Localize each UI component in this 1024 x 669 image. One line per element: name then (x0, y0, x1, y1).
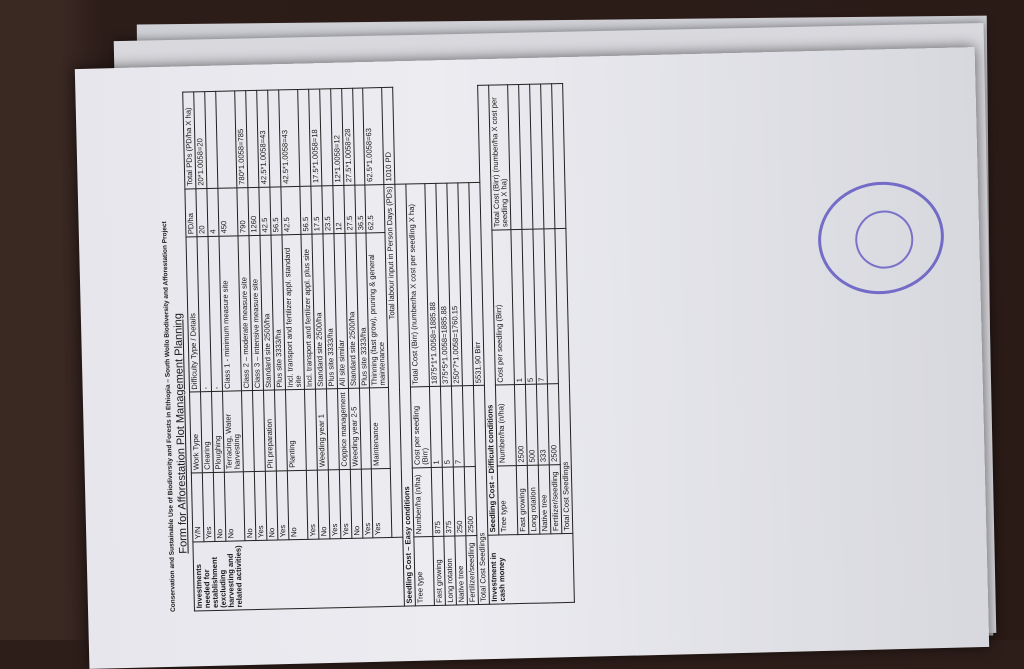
seedling-cell-n: 250 (453, 466, 466, 535)
cell-pd: 36.5 (354, 184, 366, 232)
section-col-header: Total Cost (Birr) (number/ha X cost per seedling X ha) (406, 183, 430, 387)
cell-yn: Yes (339, 469, 352, 538)
cell-work: Coppice management (337, 389, 350, 470)
seedling-cell-t: Native tree (538, 465, 551, 534)
cell-yn: Yes (306, 470, 319, 539)
section-col-header: Cost per seedling (Birr) (492, 229, 514, 385)
section-col-header: Number/ha (n/ha) (413, 467, 434, 537)
seedling-cell-n: 500 (525, 384, 538, 465)
cell-yn: Yes (372, 468, 393, 538)
stamp-emblem (851, 207, 917, 273)
cell-work: Ploughing (211, 392, 224, 473)
cell-detail: Class 2 – moderate measure site (238, 235, 252, 391)
seedling-cell-t: Native tree (455, 536, 468, 605)
cell-yn: Yes (254, 471, 267, 540)
cell-yn: No (265, 471, 278, 540)
cell-detail: Plus site 3333/ha (355, 233, 369, 389)
cell-yn: Yes (276, 470, 289, 539)
col-header: Y/N (191, 472, 204, 541)
cell-work: Terracing, Water harvesting (222, 391, 243, 472)
seedling-total-label: Total Cost Seedlings (474, 386, 490, 605)
cell-detail: All site similar (334, 233, 348, 389)
form-title: Form for Afforestation Plot Management Planning (172, 312, 190, 554)
seedling-cell-c: 5 (441, 386, 454, 467)
planning-table (182, 83, 575, 612)
cell-pd: 450 (218, 187, 238, 236)
section-title: Seedling Cost – Difficult conditions (478, 85, 499, 535)
seedling-cell-t: Fertilizer/seedling (549, 464, 562, 533)
cell-yn: No (317, 470, 330, 539)
cell-work: Maintenance (370, 388, 391, 469)
cell-detail: Class 3 – intensive measure site (249, 235, 263, 391)
total-labour-value: 1010 PD (382, 87, 395, 184)
cell-pd: 42.5 (259, 187, 271, 235)
seedling-cell-t: Fertilizer/seedling (466, 535, 479, 604)
cell-total: 12*1.0058=12 (330, 88, 343, 185)
seedling-cell-n: 2500 (514, 385, 527, 466)
seedling-cell-c: 7 (533, 229, 547, 385)
col-header: Work Type (190, 392, 203, 473)
cell-detail: Standard site 2500/ha (312, 234, 326, 390)
seedling-cell-tot: 1875*1*1.0058=1885.88 (425, 183, 441, 387)
cell-pd: 62.5 (365, 184, 385, 233)
cell-work: Planting (285, 390, 306, 471)
cell-pd: 42.5 (281, 186, 301, 235)
col-header: Difficulty Type / Details (186, 237, 200, 393)
cell-detail: - (197, 236, 211, 392)
cell-total: 20*1.0058=20 (194, 92, 207, 189)
seedling-cell-c: 1 (511, 229, 525, 385)
cell-detail: Standard site 2500/ha (344, 233, 358, 389)
cell-yn: No (213, 472, 226, 541)
section-col-header: Number/ha (n/ha) (496, 385, 517, 466)
section-title: Seedling Cost – Easy conditions (395, 184, 416, 607)
document-header: Conservation and Sustainable Use of Biodiversity and Forests in Ethiopia – South Wollo Biodiversity and Afforestation Project (161, 221, 177, 612)
cell-pd: 4 (207, 188, 219, 236)
category-establishment: Investments needed for establishment (excluding harvesting and related activities) (193, 537, 405, 611)
cell-yn: No (287, 470, 308, 540)
cell-work: Weeding year 2-5 (348, 388, 361, 469)
cell-pd: 12 (332, 185, 344, 233)
seedling-cell-tot: 375*5*1.0058=1885.88 (436, 183, 452, 387)
cell-total (216, 91, 237, 188)
seedling-cell-t: Long rotation (527, 465, 540, 534)
cell-work: Pit preparation (263, 390, 276, 471)
seedling-cell-n: 2500 (547, 384, 560, 465)
document-content (159, 95, 930, 612)
cell-yn: Yes (361, 469, 374, 538)
seedling-cell-n: 333 (536, 384, 549, 465)
seedling-cell-t: Fast growing (516, 465, 529, 534)
cell-pd: 20 (196, 188, 208, 236)
cell-pd: 56.5 (270, 186, 282, 234)
cell-pd: 1260 (248, 187, 260, 235)
cell-detail: Incl. transport and fertilizer appl. plus site (301, 234, 315, 390)
cell-total: 27.5*1.0058=28 (341, 88, 354, 185)
cell-total: 42.5*1.0058=43 (256, 90, 269, 187)
section-col-header: Tree type (497, 465, 518, 535)
seedling-cell-n: 375 (443, 467, 456, 536)
cell-detail: - (208, 236, 222, 392)
seedling-total-label: Total Cost Seedlings (555, 228, 573, 533)
cell-detail: Plus site 3333/ha (271, 235, 285, 391)
seedling-cell-t: Fast growing (433, 536, 446, 605)
cell-total: 42.5*1.0058=43 (278, 89, 299, 186)
seedling-cell-n: 875 (432, 467, 445, 536)
seedling-cell-c: 5 (522, 229, 536, 385)
cell-detail: Standard site 2500/ha (260, 235, 274, 391)
seedling-total-value: 5531.90 Birr (469, 182, 485, 386)
cell-detail: Class 1 - minimum measure site (219, 236, 241, 392)
seedling-total-value (552, 83, 566, 228)
section-col-header: Tree type (414, 536, 435, 606)
seedling-cell-c: 7 (452, 386, 465, 467)
cell-detail: Plus site 3333/ha (323, 233, 337, 389)
cell-yn: No (243, 471, 256, 540)
cell-work: Weeding year 1 (315, 389, 328, 470)
cell-pd: 790 (237, 187, 249, 235)
cell-yn: Yes (328, 469, 341, 538)
cell-pd: 23.5 (321, 185, 333, 233)
cell-total: 17.5*1.0058=18 (308, 89, 321, 186)
seedling-cell-tot: 250*7*1.0058=1760.15 (447, 182, 463, 386)
cell-work: Clearing (200, 392, 213, 473)
category-cash: Investment in cash money (488, 533, 574, 604)
cell-total: 62.5*1.0058=63 (363, 88, 384, 185)
cell-detail: Incl. transport and fertilizer appl. standard site (282, 234, 304, 390)
cell-yn: Yes (202, 472, 215, 541)
cell-detail: Thinning (fast grow), pruning & general maintenance (366, 232, 388, 388)
col-header: PD/ha (185, 188, 197, 236)
seedling-cell-c: 1 (430, 387, 443, 468)
section-col-header: Cost per seedling (Birr) (411, 387, 432, 468)
cell-yn: No (350, 469, 363, 538)
cell-total: 780*1.0058=785 (235, 91, 248, 188)
cell-pd: 17.5 (310, 185, 322, 233)
seedling-cell-n: 2500 (464, 466, 477, 535)
section-col-header: Total Cost (Birr) (number/ha X cost per seedling X ha) (489, 85, 511, 230)
cell-pd: 56.5 (300, 186, 312, 234)
total-labour-label: Total labour input in Person Days (PDs) (384, 184, 403, 537)
cell-yn: No (224, 471, 245, 541)
col-header: Total PDs (PD/ha X ha) (183, 92, 196, 189)
cell-pd: 27.5 (343, 185, 355, 233)
seedling-cell-t: Long rotation (444, 536, 457, 605)
